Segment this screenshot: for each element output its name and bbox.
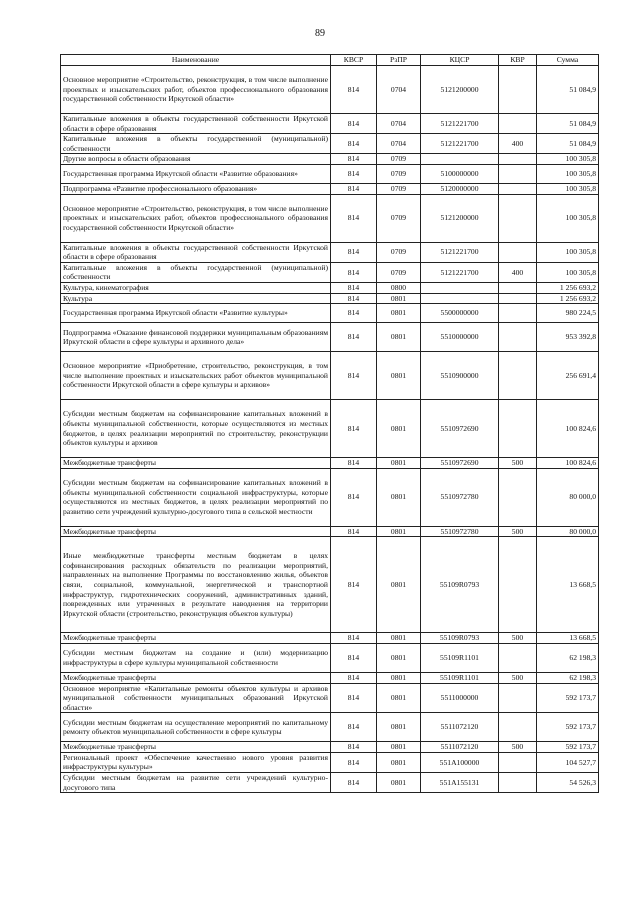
cell-sum: 100 824,6	[537, 400, 599, 458]
cell-kvr: 400	[499, 262, 537, 282]
cell-kvr	[499, 304, 537, 323]
cell-name: Межбюджетные трансферты	[61, 672, 331, 683]
cell-sum: 51 084,9	[537, 134, 599, 154]
cell-kvr	[499, 773, 537, 793]
cell-kcsr: 5120000000	[421, 183, 499, 194]
cell-name: Межбюджетные трансферты	[61, 526, 331, 537]
cell-kvr	[499, 713, 537, 742]
table-row	[61, 304, 599, 323]
cell-sum: 100 305,8	[537, 242, 599, 262]
cell-rzpr: 0801	[377, 526, 421, 537]
cell-kcsr: 551A100000	[421, 752, 499, 772]
cell-kvsr: 814	[331, 282, 377, 293]
cell-kvr	[499, 468, 537, 526]
cell-name: Основное мероприятие «Строительство, реконструкция, в том числе выполнение проектных и изыскательских работ, объектов профессионального образования государственной собственности Иркутской области»	[61, 194, 331, 242]
cell-name: Субсидии местным бюджетам на создание и (или) модернизацию инфраструктуры в сфере культуры муниципальной собственности	[61, 643, 331, 672]
cell-kvsr: 814	[331, 672, 377, 683]
cell-rzpr: 0801	[377, 683, 421, 713]
cell-kvr	[499, 293, 537, 304]
table-row	[61, 293, 599, 304]
cell-sum: 54 526,3	[537, 773, 599, 793]
cell-kvsr: 814	[331, 713, 377, 742]
cell-kvsr: 814	[331, 683, 377, 713]
cell-kvr: 500	[499, 633, 537, 644]
cell-rzpr: 0801	[377, 752, 421, 772]
cell-rzpr: 0709	[377, 242, 421, 262]
cell-name: Культура, кинематография	[61, 282, 331, 293]
cell-sum: 100 305,8	[537, 164, 599, 183]
cell-kvsr: 814	[331, 468, 377, 526]
cell-rzpr: 0709	[377, 194, 421, 242]
cell-rzpr: 0801	[377, 672, 421, 683]
cell-kcsr	[421, 282, 499, 293]
table-row	[61, 400, 599, 458]
cell-kvr	[499, 194, 537, 242]
table-row	[61, 468, 599, 526]
cell-kcsr: 55109R0793	[421, 537, 499, 633]
cell-name: Региональный проект «Обеспечение качественно нового уровня развития инфраструктуры культуры»	[61, 752, 331, 772]
table-row	[61, 742, 599, 753]
header-sum: Сумма	[537, 55, 599, 66]
header-rzpr: РзПР	[377, 55, 421, 66]
cell-name: Государственная программа Иркутской области «Развитие культуры»	[61, 304, 331, 323]
cell-kcsr: 5121221700	[421, 134, 499, 154]
cell-sum: 104 527,7	[537, 752, 599, 772]
cell-rzpr: 0801	[377, 323, 421, 352]
cell-sum: 51 084,9	[537, 66, 599, 114]
cell-kvr	[499, 643, 537, 672]
cell-name: Субсидии местным бюджетам на развитие сети учреждений культурно-досугового типа	[61, 773, 331, 793]
cell-kvsr: 814	[331, 164, 377, 183]
cell-kvsr: 814	[331, 773, 377, 793]
cell-kcsr: 5121221700	[421, 262, 499, 282]
table-row	[61, 713, 599, 742]
cell-rzpr: 0801	[377, 293, 421, 304]
cell-kcsr: 5510972780	[421, 468, 499, 526]
cell-kcsr: 5121200000	[421, 194, 499, 242]
cell-kcsr: 5510972690	[421, 400, 499, 458]
page-number: 89	[315, 28, 325, 39]
cell-name: Государственная программа Иркутской области «Развитие образования»	[61, 164, 331, 183]
cell-kvsr: 814	[331, 400, 377, 458]
cell-kcsr	[421, 293, 499, 304]
cell-sum: 100 305,8	[537, 183, 599, 194]
cell-name: Межбюджетные трансферты	[61, 458, 331, 469]
cell-kvr: 500	[499, 742, 537, 753]
table-row	[61, 154, 599, 165]
cell-rzpr: 0801	[377, 633, 421, 644]
table-row	[61, 164, 599, 183]
budget-table	[60, 54, 599, 793]
cell-kvsr: 814	[331, 134, 377, 154]
cell-sum: 62 198,3	[537, 643, 599, 672]
cell-rzpr: 0709	[377, 183, 421, 194]
cell-rzpr: 0704	[377, 134, 421, 154]
cell-kvr	[499, 323, 537, 352]
cell-kvsr: 814	[331, 352, 377, 400]
cell-rzpr: 0801	[377, 304, 421, 323]
cell-name: Другие вопросы в области образования	[61, 154, 331, 165]
cell-kvr	[499, 752, 537, 772]
cell-rzpr: 0800	[377, 282, 421, 293]
cell-sum: 256 691,4	[537, 352, 599, 400]
cell-name: Капитальные вложения в объекты государственной (муниципальной) собственности	[61, 262, 331, 282]
cell-sum: 100 305,8	[537, 262, 599, 282]
table-row	[61, 683, 599, 713]
cell-name: Подпрограмма «Развитие профессионального образования»	[61, 183, 331, 194]
cell-kvr	[499, 183, 537, 194]
header-kvsr: КВСР	[331, 55, 377, 66]
cell-kvsr: 814	[331, 154, 377, 165]
cell-rzpr: 0801	[377, 468, 421, 526]
table-row	[61, 262, 599, 282]
table-row	[61, 643, 599, 672]
cell-kcsr: 55109R1101	[421, 643, 499, 672]
cell-kvsr: 814	[331, 526, 377, 537]
cell-kvr	[499, 164, 537, 183]
cell-name: Капитальные вложения в объекты государственной (муниципальной) собственности	[61, 134, 331, 154]
cell-sum: 51 084,9	[537, 114, 599, 134]
cell-kvsr: 814	[331, 742, 377, 753]
cell-kcsr: 5510000000	[421, 323, 499, 352]
cell-kvr	[499, 66, 537, 114]
cell-kvr	[499, 683, 537, 713]
table-body	[61, 66, 599, 793]
table-row	[61, 114, 599, 134]
header-kcsr: КЦСР	[421, 55, 499, 66]
cell-sum: 62 198,3	[537, 672, 599, 683]
table-row	[61, 282, 599, 293]
table-header-row	[61, 55, 599, 66]
cell-sum: 80 000,0	[537, 526, 599, 537]
cell-sum: 100 305,8	[537, 194, 599, 242]
cell-sum: 1 256 693,2	[537, 282, 599, 293]
table-row	[61, 134, 599, 154]
table-row	[61, 672, 599, 683]
cell-kvr	[499, 400, 537, 458]
cell-sum: 592 173,7	[537, 742, 599, 753]
cell-kvsr: 814	[331, 643, 377, 672]
cell-kvsr: 814	[331, 262, 377, 282]
cell-rzpr: 0704	[377, 66, 421, 114]
cell-kcsr: 5510972690	[421, 458, 499, 469]
cell-name: Капитальные вложения в объекты государственной собственности Иркутской области в сфере образования	[61, 114, 331, 134]
cell-kvsr: 814	[331, 66, 377, 114]
cell-kcsr: 5510900000	[421, 352, 499, 400]
cell-rzpr: 0704	[377, 114, 421, 134]
cell-kvr	[499, 537, 537, 633]
cell-kcsr: 5121200000	[421, 66, 499, 114]
cell-sum: 13 668,5	[537, 537, 599, 633]
cell-kcsr: 55109R0793	[421, 633, 499, 644]
cell-name: Иные межбюджетные трансферты местным бюджетам в целях софинансирования расходных обязательств по реализации мероприятий, направленных на выполнение Программы по восстановлению жилья, объектов связи, социальной, коммунальной, энергетической и транспортной инфраструктур, гидротехнических сооружений, административных зданий, поврежденных или утраченных в результате наводнения на территории Иркутской области (строительство, реконструкция объектов культуры)	[61, 537, 331, 633]
table-row	[61, 526, 599, 537]
cell-sum: 1 256 693,2	[537, 293, 599, 304]
cell-rzpr: 0801	[377, 400, 421, 458]
cell-kcsr: 5511000000	[421, 683, 499, 713]
cell-kvsr: 814	[331, 194, 377, 242]
table-row	[61, 773, 599, 793]
cell-kvsr: 814	[331, 458, 377, 469]
cell-rzpr: 0709	[377, 262, 421, 282]
cell-kcsr: 5500000000	[421, 304, 499, 323]
cell-rzpr: 0801	[377, 713, 421, 742]
cell-sum: 100 824,6	[537, 458, 599, 469]
cell-rzpr: 0801	[377, 643, 421, 672]
cell-kvr	[499, 114, 537, 134]
cell-kvsr: 814	[331, 323, 377, 352]
cell-kvr: 500	[499, 458, 537, 469]
cell-sum: 13 668,5	[537, 633, 599, 644]
cell-name: Основное мероприятие «Строительство, реконструкция, в том числе выполнение проектных и изыскательских работ, объектов профессионального образования государственной собственности Иркутской области»	[61, 66, 331, 114]
cell-name: Субсидии местным бюджетам на осуществление мероприятий по капитальному ремонту объектов муниципальной собственности в сфере культуры	[61, 713, 331, 742]
table-row	[61, 352, 599, 400]
cell-kvsr: 814	[331, 304, 377, 323]
cell-rzpr: 0801	[377, 537, 421, 633]
cell-name: Капитальные вложения в объекты государственной собственности Иркутской области в сфере образования	[61, 242, 331, 262]
table-row	[61, 752, 599, 772]
cell-sum: 80 000,0	[537, 468, 599, 526]
cell-kvsr: 814	[331, 242, 377, 262]
table-row	[61, 458, 599, 469]
cell-kvr: 500	[499, 672, 537, 683]
cell-kcsr: 551A155131	[421, 773, 499, 793]
cell-name: Субсидии местным бюджетам на софинансирование капитальных вложений в объекты муниципальной собственности, которые осуществляются из местных бюджетов, в целях реализации мероприятий по строительству, реконструкции объектов культуры и архивов	[61, 400, 331, 458]
cell-rzpr: 0709	[377, 154, 421, 165]
cell-kcsr: 5121221700	[421, 114, 499, 134]
cell-sum: 953 392,8	[537, 323, 599, 352]
cell-sum: 980 224,5	[537, 304, 599, 323]
cell-kcsr: 5121221700	[421, 242, 499, 262]
cell-name: Межбюджетные трансферты	[61, 742, 331, 753]
cell-kvr	[499, 352, 537, 400]
cell-kcsr: 55109R1101	[421, 672, 499, 683]
cell-name: Подпрограмма «Оказание финансовой поддержки муниципальным образованиям Иркутской области в сфере культуры и архивного дела»	[61, 323, 331, 352]
cell-rzpr: 0801	[377, 352, 421, 400]
cell-kvsr: 814	[331, 183, 377, 194]
cell-name: Субсидии местным бюджетам на софинансирование капитальных вложений в объекты муниципальной собственности социальной инфраструктуры, которые осуществляются из местных бюджетов, в целях реализации мероприятий по развитию сети учреждений культурно-досугового типа в сельской местности	[61, 468, 331, 526]
header-kvr: КВР	[499, 55, 537, 66]
cell-kcsr: 5511072120	[421, 742, 499, 753]
table-row	[61, 537, 599, 633]
cell-kvsr: 814	[331, 537, 377, 633]
cell-name: Межбюджетные трансферты	[61, 633, 331, 644]
cell-kvr	[499, 154, 537, 165]
cell-kvr	[499, 242, 537, 262]
cell-name: Основное мероприятие «Приобретение, строительство, реконструкция, в том числе выполнение проектных и изыскательских работ объектов муниципальной собственности Иркутской области в сфере культуры и архивов»	[61, 352, 331, 400]
cell-sum: 100 305,8	[537, 154, 599, 165]
table-row	[61, 194, 599, 242]
table-row	[61, 242, 599, 262]
cell-sum: 592 173,7	[537, 713, 599, 742]
cell-rzpr: 0801	[377, 458, 421, 469]
cell-kvsr: 814	[331, 633, 377, 644]
header-name: Наименование	[61, 55, 331, 66]
cell-kvsr: 814	[331, 752, 377, 772]
cell-kvr: 400	[499, 134, 537, 154]
cell-kvr	[499, 282, 537, 293]
cell-kcsr: 5510972780	[421, 526, 499, 537]
cell-kvsr: 814	[331, 293, 377, 304]
table-row	[61, 323, 599, 352]
cell-sum: 592 173,7	[537, 683, 599, 713]
table-row	[61, 66, 599, 114]
cell-rzpr: 0709	[377, 164, 421, 183]
cell-rzpr: 0801	[377, 773, 421, 793]
cell-kcsr: 5511072120	[421, 713, 499, 742]
table-row	[61, 183, 599, 194]
cell-kcsr: 5100000000	[421, 164, 499, 183]
cell-name: Культура	[61, 293, 331, 304]
cell-name: Основное мероприятие «Капитальные ремонты объектов культуры и архивов муниципальной собственности муниципальных образований Иркутской области»	[61, 683, 331, 713]
cell-kvsr: 814	[331, 114, 377, 134]
cell-kvr: 500	[499, 526, 537, 537]
table-row	[61, 633, 599, 644]
cell-rzpr: 0801	[377, 742, 421, 753]
cell-kcsr	[421, 154, 499, 165]
